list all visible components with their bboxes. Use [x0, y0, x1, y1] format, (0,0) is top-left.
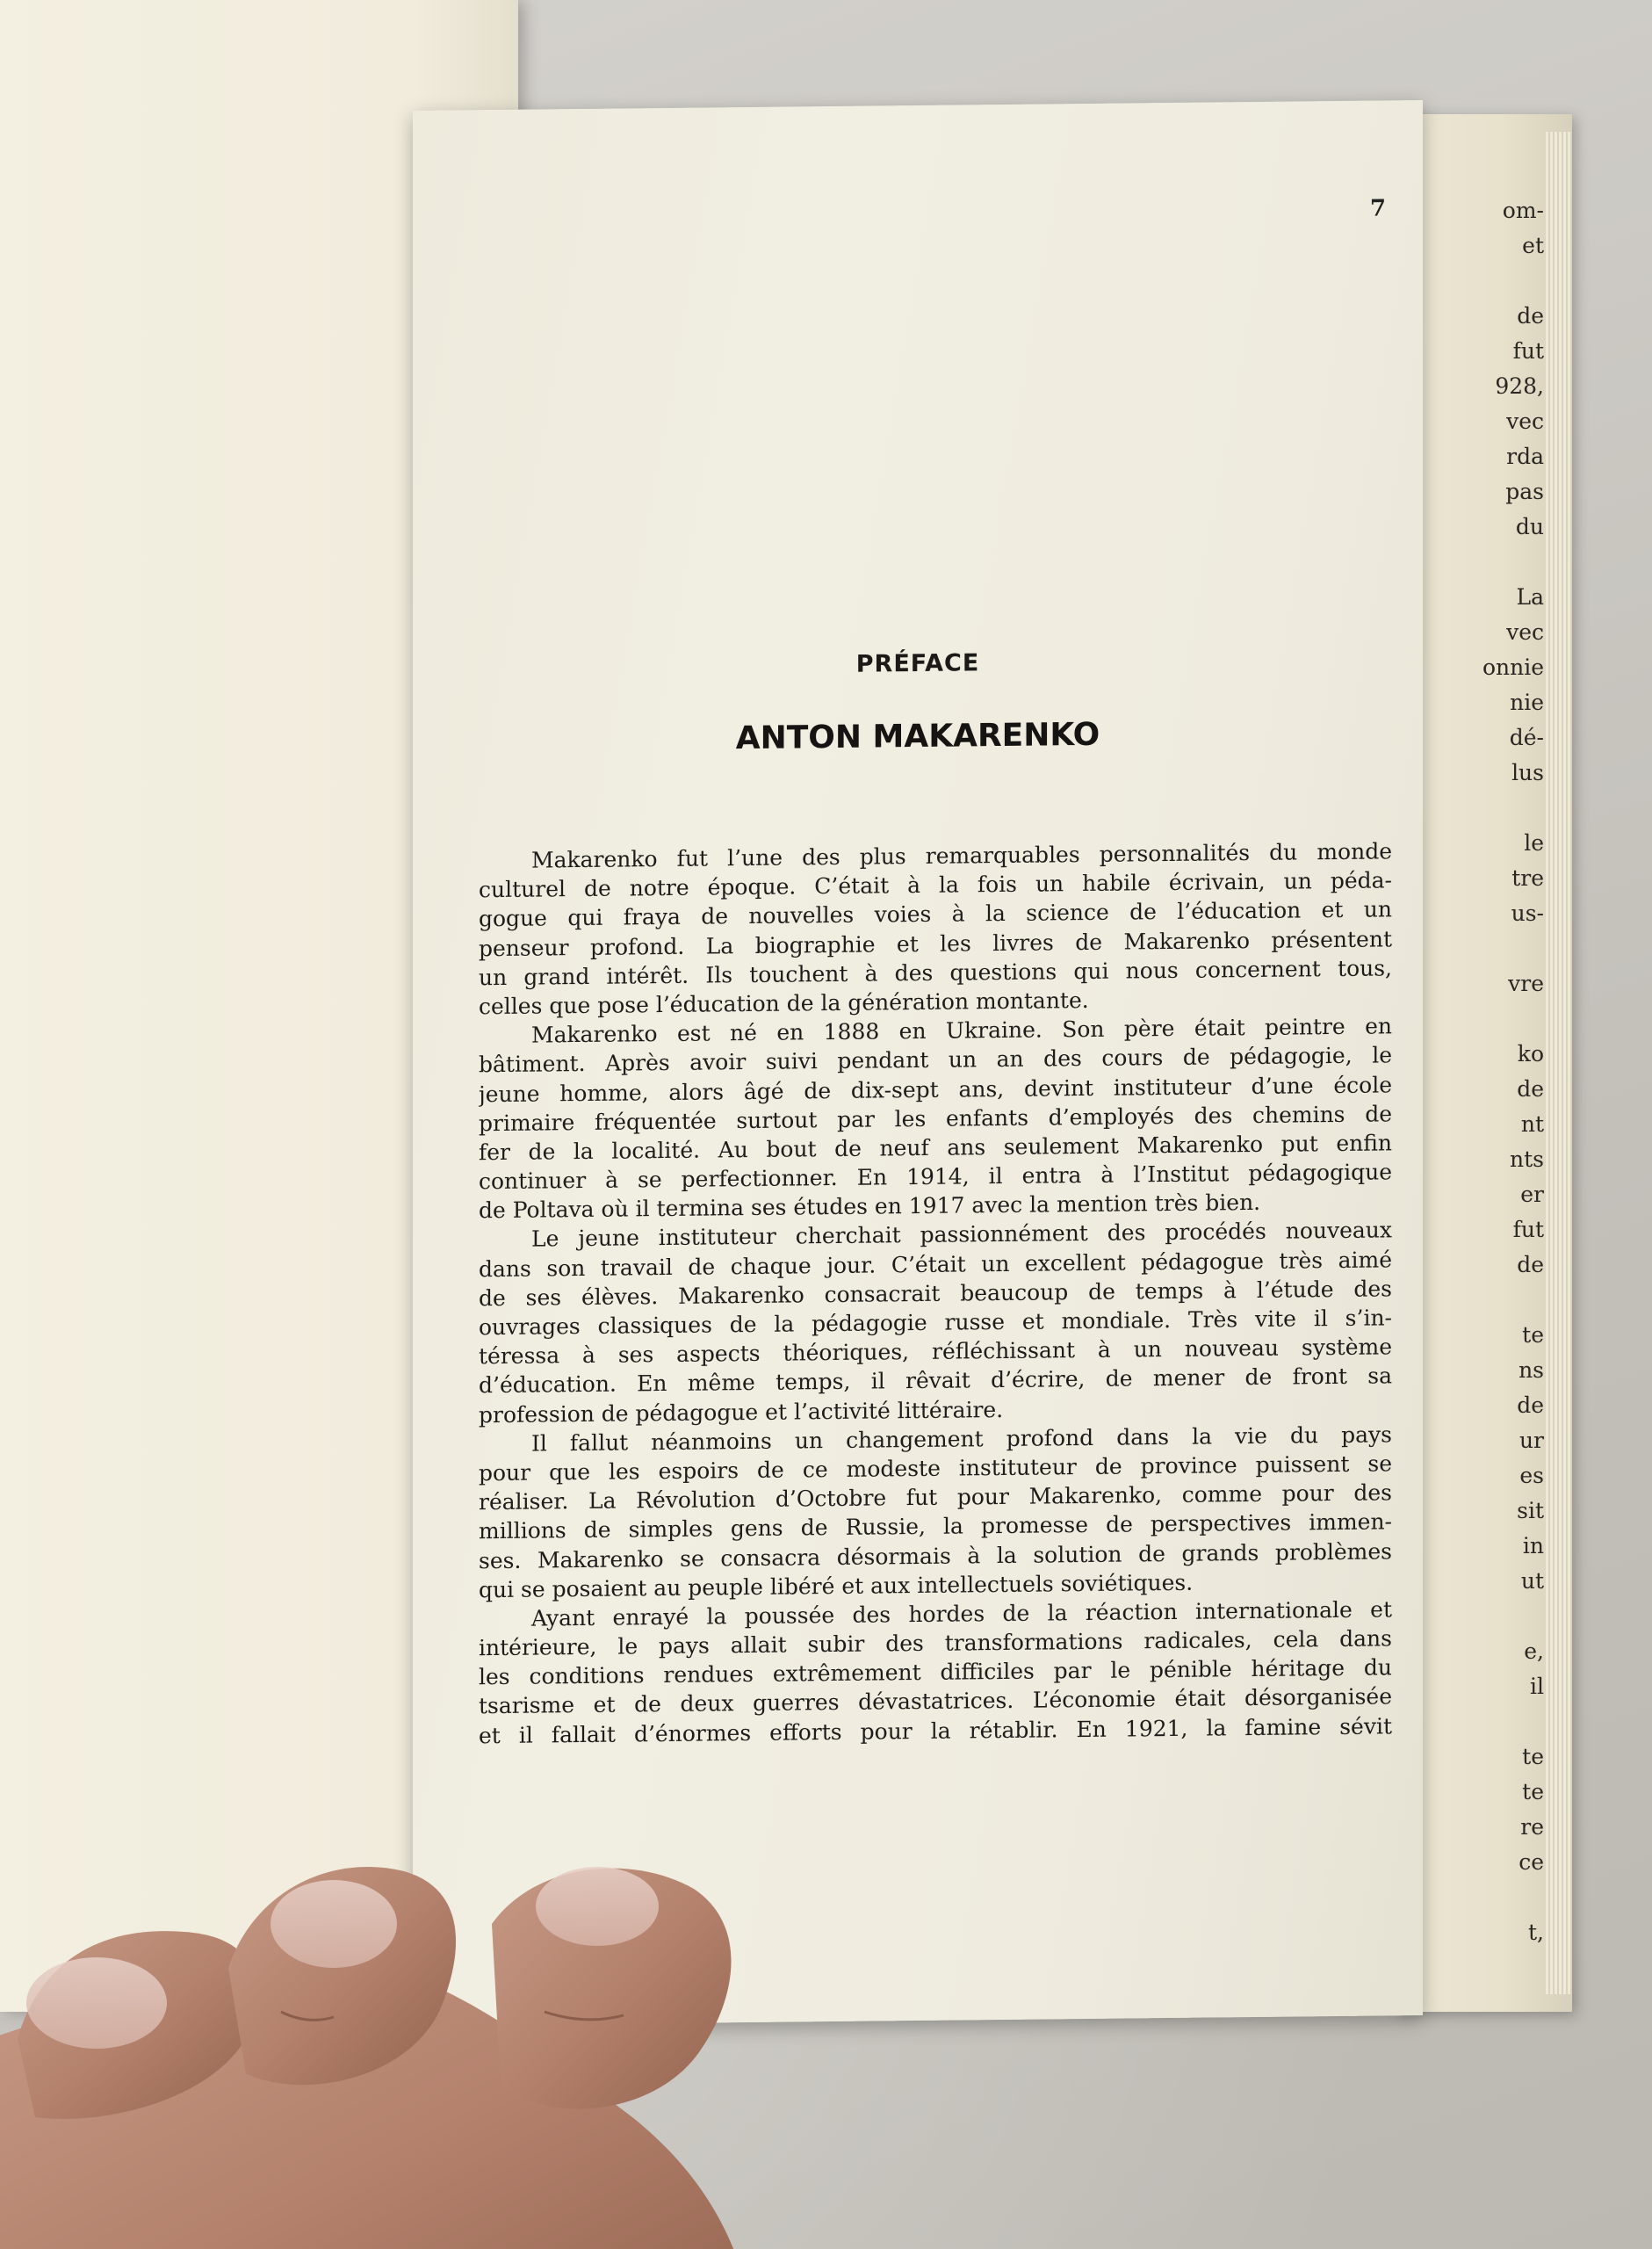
- peek-fragment: [1412, 1599, 1544, 1634]
- peek-fragment: vre: [1508, 971, 1544, 996]
- peek-fragment: [1412, 1880, 1544, 1915]
- peek-fragment: ur: [1519, 1428, 1544, 1453]
- peek-fragment: om-: [1502, 198, 1544, 223]
- text-line: Makarenko est né en 1888 en Ukraine. Son père était peintre en: [531, 1013, 1392, 1048]
- text-line: fer de la localité. Au bout de neuf ans seulement Makarenko put enfin: [479, 1130, 1392, 1166]
- text-line: gogue qui fraya de nouvelles voies à la science de l’éducation et un: [479, 896, 1392, 932]
- peek-fragment: vec: [1506, 409, 1544, 434]
- peek-fragment: nie: [1510, 690, 1544, 715]
- peek-fragment: te: [1522, 1744, 1544, 1769]
- peek-fragment: us-: [1511, 900, 1544, 926]
- peek-fragment: onnie: [1482, 654, 1544, 680]
- peek-fragment: [1412, 931, 1544, 966]
- peek-fragment: 928,: [1495, 373, 1544, 399]
- text-line: d’éducation. En même temps, il rêvait d’écrire, de mener de front sa: [479, 1363, 1392, 1399]
- page-stack-edge: [1546, 132, 1572, 1994]
- text-line: primaire fréquentée surtout par les enfants d’employés des chemins de: [479, 1101, 1392, 1136]
- peek-fragment: du: [1515, 514, 1544, 539]
- text-line: Il fallut néanmoins un changement profond dans la vie du pays: [531, 1421, 1392, 1457]
- peek-fragment: nts: [1510, 1146, 1544, 1172]
- text-line: de Poltava où il termina ses études en 1917 avec la mention très bien.: [479, 1190, 1261, 1224]
- peek-fragment: dé-: [1509, 725, 1544, 750]
- text-line: dans son travail de chaque jour. C’était un excellent pédagogue très aimé: [479, 1246, 1392, 1282]
- text-line: Makarenko fut l’une des plus remarquables personnalités du monde: [531, 838, 1392, 873]
- text-line: Ayant enrayé la poussée des hordes de la réaction internationale et: [531, 1596, 1392, 1631]
- peek-fragment: de: [1517, 1076, 1544, 1102]
- text-line: continuer à se perfectionner. En 1914, il entra à l’Institut pédagogique: [479, 1159, 1392, 1195]
- section-label: PRÉFACE: [855, 649, 980, 678]
- peek-fragment: es: [1519, 1463, 1544, 1488]
- peek-fragment: er: [1520, 1182, 1544, 1207]
- peek-fragment: sit: [1517, 1498, 1544, 1523]
- text-line: profession de pédagogue et l’activité littéraire.: [479, 1396, 1004, 1428]
- text-line: et il fallait d’énormes efforts pour la rétablir. En 1921, la famine sévit: [479, 1712, 1392, 1748]
- text-line: ouvrages classiques de la pédagogie russe et mondiale. Très vite il s’in-: [479, 1305, 1392, 1341]
- peek-fragment: ut: [1520, 1568, 1544, 1594]
- peek-fragment: pas: [1505, 479, 1544, 504]
- text-line: de ses élèves. Makarenko consacrait beaucoup de temps à l’étude des: [479, 1276, 1392, 1312]
- peek-fragment: [1412, 264, 1544, 299]
- body-text: [479, 836, 1392, 1750]
- page-number: 7: [1369, 195, 1386, 222]
- next-page-text-fragments: [1412, 193, 1544, 1950]
- peek-fragment: [1412, 1002, 1544, 1037]
- text-line: téressa à ses aspects théoriques, réfléchissant à un nouveau système: [479, 1334, 1392, 1370]
- peek-fragment: fut: [1512, 1217, 1544, 1242]
- peek-fragment: e,: [1524, 1638, 1544, 1664]
- peek-fragment: nt: [1520, 1111, 1544, 1137]
- text-line: culturel de notre époque. C’était à la fois un habile écrivain, un péda-: [479, 867, 1392, 903]
- peek-fragment: fut: [1512, 338, 1544, 364]
- peek-fragment: et: [1522, 233, 1544, 258]
- peek-fragment: ce: [1519, 1849, 1544, 1875]
- peek-fragment: rda: [1506, 444, 1544, 469]
- peek-fragment: ns: [1519, 1357, 1544, 1383]
- text-line: un grand intérêt. Ils touchent à des questions qui nous concernent tous,: [479, 955, 1392, 990]
- peek-fragment: lus: [1511, 760, 1544, 785]
- peek-fragment: [1412, 791, 1544, 826]
- text-line: celles que pose l’éducation de la génération montante.: [479, 987, 1089, 1020]
- book-page: [413, 100, 1423, 2026]
- text-line: les conditions rendues extrêmement difficiles par le pénible héritage du: [479, 1654, 1392, 1690]
- peek-fragment: de: [1517, 1252, 1544, 1277]
- peek-fragment: re: [1520, 1814, 1544, 1840]
- text-line: Le jeune instituteur cherchait passionnément des procédés nouveaux: [531, 1217, 1392, 1253]
- peek-fragment: tre: [1511, 865, 1544, 891]
- peek-fragment: ko: [1517, 1041, 1544, 1067]
- peek-fragment: t,: [1528, 1920, 1544, 1945]
- peek-fragment: vec: [1506, 619, 1544, 645]
- peek-fragment: de: [1517, 1392, 1544, 1418]
- peek-fragment: te: [1522, 1322, 1544, 1348]
- peek-fragment: de: [1517, 303, 1544, 329]
- page-title: ANTON MAKARENKO: [735, 716, 1100, 757]
- peek-fragment: [1412, 1704, 1544, 1739]
- text-line: qui se posaient au peuple libéré et aux intellectuels soviétiques.: [479, 1569, 1194, 1602]
- text-line: bâtiment. Après avoir suivi pendant un an des cours de pédagogie, le: [479, 1042, 1392, 1078]
- peek-fragment: La: [1516, 584, 1544, 610]
- peek-fragment: [1412, 545, 1544, 580]
- text-line: ses. Makarenko se consacra désormais à la solution de grands problèmes: [479, 1537, 1392, 1573]
- text-line: réaliser. La Révolution d’Octobre fut pour Makarenko, comme pour des: [479, 1479, 1392, 1515]
- text-line: jeune homme, alors âgé de dix-sept ans, devint instituteur d’une école: [479, 1071, 1392, 1107]
- peek-fragment: [1412, 1283, 1544, 1318]
- peek-fragment: te: [1522, 1779, 1544, 1804]
- text-line: penseur profond. La biographie et les livres de Makarenko présentent: [479, 925, 1392, 961]
- hand-image: [0, 1748, 931, 2249]
- peek-fragment: in: [1522, 1533, 1544, 1558]
- text-line: pour que les espoirs de ce modeste instituteur de province puissent se: [479, 1450, 1392, 1486]
- peek-fragment: il: [1530, 1674, 1544, 1699]
- text-line: intérieure, le pays allait subir des transformations radicales, cela dans: [479, 1625, 1392, 1661]
- peek-fragment: le: [1524, 830, 1544, 856]
- text-line: tsarisme et de deux guerres dévastatrices. L’économie était désorganisée: [479, 1683, 1392, 1719]
- text-line: millions de simples gens de Russie, la promesse de perspectives immen-: [479, 1508, 1392, 1544]
